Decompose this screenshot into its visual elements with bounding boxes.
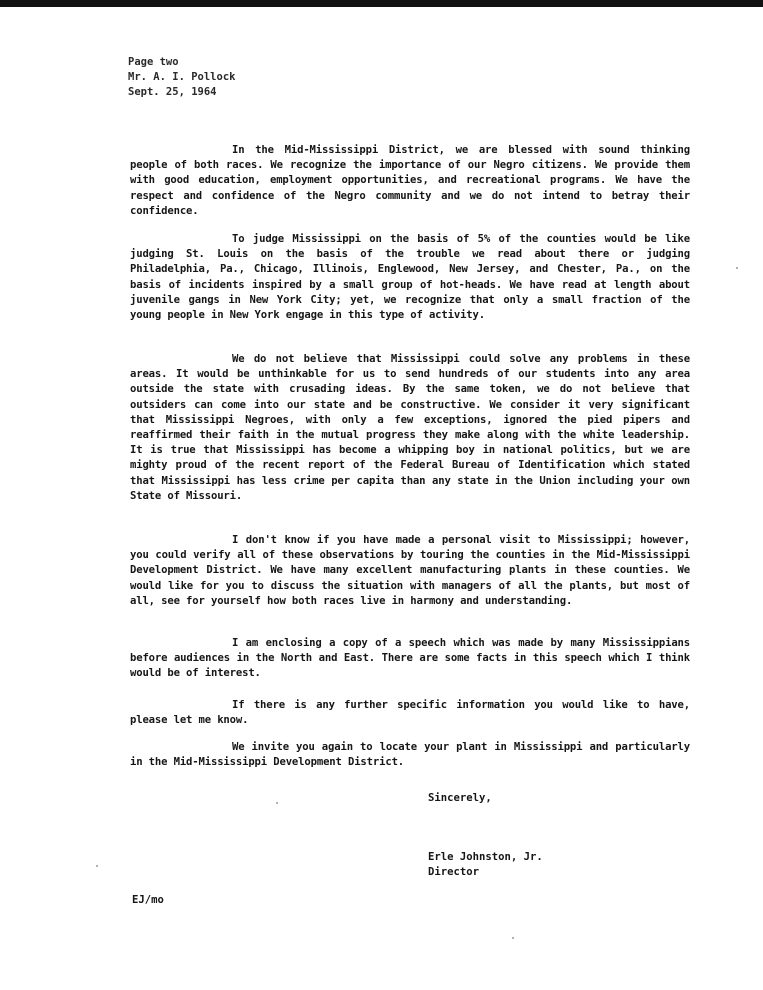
page-number-label: Page two: [128, 56, 179, 68]
letter-date: Sept. 25, 1964: [128, 86, 217, 98]
page-header: [128, 55, 235, 100]
recipient-line: Mr. A. I. Pollock: [128, 71, 236, 83]
body-paragraph-1: In the Mid-Mississippi District, we are blessed with sound thinking people of both races. We recognize the importance of our Negro citizens. We provide them with good education, employment opportunities, and recreational programs. We have the respect and confidence of the Negro community and we do not intend to betray their confidence.: [130, 144, 690, 217]
signer-title: Director: [428, 866, 480, 878]
scan-speck: [276, 802, 278, 804]
body-paragraph-5: I am enclosing a copy of a speech which was made by many Mississippians before audiences in the North and East. There are some facts in this speech which I think would be of interest.: [130, 637, 690, 680]
reference-initials: EJ/mo: [132, 894, 164, 906]
body-paragraph-7: We invite you again to locate your plant in Mississippi and particularly in the Mid-Mississippi Development District.: [130, 741, 690, 769]
complimentary-close: Sincerely,: [428, 792, 492, 804]
body-paragraph-4: I don't know if you have made a personal visit to Mississippi; however, you could verify all of these observations by touring the counties in the Mid-Mississippi Development District. We have many excellent manufacturing plants in these counties. We would like for you to discuss the situation with managers of all the plants, but most of all, see for yourself how both races live in harmony and understanding.: [130, 534, 690, 607]
body-paragraph-6: If there is any further specific information you would like to have, please let me know.: [130, 699, 690, 727]
body-paragraph-3: We do not believe that Mississippi could solve any problems in these areas. It would be unthinkable for us to send hundreds of our students into any area outside the state with crusading ideas. By the same token, we do not believe that outsiders can come into our state and be constructive. We consider it very significant that Mississippi Negroes, with only a few exceptions, ignored the pied pipers and reaffirmed their faith in the mutual progress they make along with the white leadership. It is true that Mississippi has become a whipping boy in national politics, but we are mighty proud of the recent report of the Federal Bureau of Identification which stated that Mississippi has less crime per capita than any state in the Union including your own State of Missouri.: [130, 353, 690, 502]
signer-name: Erle Johnston, Jr.: [428, 851, 543, 863]
signature-block: [428, 850, 543, 880]
scan-top-border: [0, 0, 763, 7]
scan-speck: [512, 937, 514, 939]
body-paragraph-2: To judge Mississippi on the basis of 5% of the counties would be like judging St. Louis on the basis of the trouble we read about there or judging Philadelphia, Pa., Chicago, Illinois, Englewood, New Jersey, and Chester, Pa., on the basis of incidents inspired by a small group of hot-heads. We have read at length about juvenile gangs in New York City; yet, we recognize that only a small fraction of the young people in New York engage in this type of activity.: [130, 233, 690, 322]
scan-speck: [96, 865, 98, 867]
scan-speck: [736, 267, 738, 269]
letter-page: [0, 7, 763, 990]
